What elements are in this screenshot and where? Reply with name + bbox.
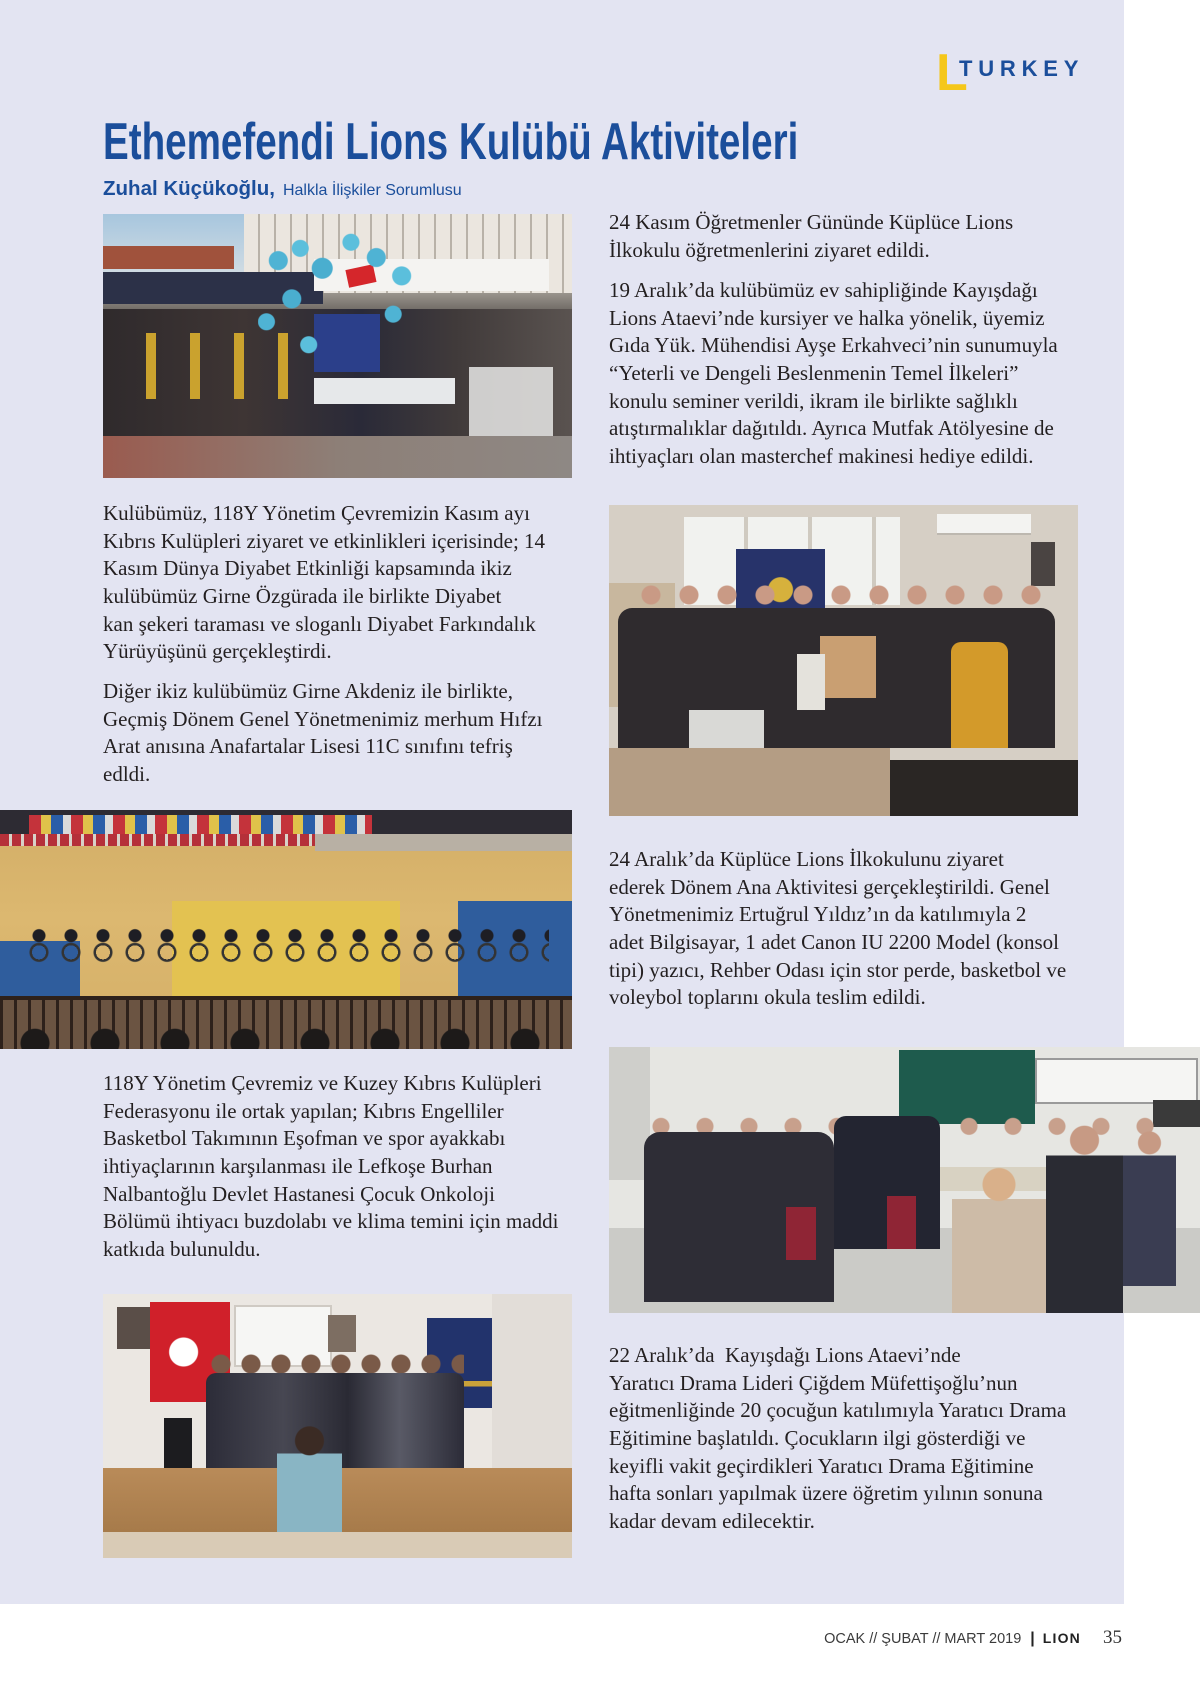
photo-street-event [103, 214, 572, 478]
text-line: kulübümüz Girne Özgürada ile birlikte Diyabet [103, 584, 502, 609]
text-line: 22 Aralık’da Kayışdağı Lions Ataevi’nde [609, 1343, 961, 1367]
photo-pavement [103, 436, 572, 478]
paragraph-classroom-furnishing [103, 678, 583, 789]
text-line: 19 Aralık’da kulübümüz ev sahipliğinde Kayışdağı [609, 278, 1038, 302]
photo-box [820, 636, 876, 698]
photo-classroom-visit [609, 1047, 1200, 1313]
photo-players [23, 925, 549, 963]
text-line: Bölümü ihtiyacı buzdolabı ve klima temini için maddi [103, 1209, 559, 1234]
text-line: Lions Ataevi’nde kursiyer ve halka yönelik, üyemiz [609, 305, 1045, 330]
text-line: katkıda bulunuldu. [103, 1237, 261, 1262]
text-line: tipi) yazıcı, Rehber Odası için stor perde, basketbol ve [609, 957, 1067, 982]
photo-chairs [469, 367, 553, 441]
photo-red-chair [786, 1207, 816, 1260]
text-line: kadar devam edilecektir. [609, 1509, 815, 1534]
text-line: keyifli vakit geçirdikleri Yaratıcı Drama Eğitimine [609, 1453, 1034, 1478]
paragraph-creative-drama [609, 1342, 1089, 1536]
article-title: Ethemefendi Lions Kulübü Aktiviteleri [103, 113, 799, 171]
issue-date: OCAK // ŞUBAT // MART 2019 [824, 1631, 1022, 1647]
page-footer [824, 1627, 1122, 1649]
photo-man-right [1046, 1121, 1123, 1313]
photo-right-wall [492, 1294, 572, 1468]
logo-text: TURKEY [959, 56, 1085, 81]
paragraph-teachers-day [609, 209, 1089, 264]
text-line: Arat anısına Anafartalar Lisesi 11C sınıfını tefriş [103, 734, 513, 759]
text-line: ihtiyaçlarının karşılanması ile Lefkoşe Burhan [103, 1154, 493, 1179]
text-line: 118Y Yönetim Çevremiz ve Kuzey Kıbrıs Kulüpleri [103, 1071, 542, 1095]
paragraph-basketball-support [103, 1070, 583, 1264]
photo-office-donation [609, 505, 1078, 816]
paragraph-school-donation [609, 846, 1089, 1012]
author-name: Zuhal Küçükoğlu, [103, 177, 275, 200]
text-line: 24 Kasım Öğretmenler Gününde Küplüce Lions [609, 210, 1014, 234]
byline [103, 177, 462, 203]
text-line: Nalbantoğlu Devlet Hastanesi Çocuk Onkoloji [103, 1181, 495, 1206]
text-line: Yönetmenimiz Ertuğrul Yıldız’ın da katılımıyla 2 [609, 902, 1027, 927]
text-line: Yürüyüşünü gerçekleştirdi. [103, 639, 332, 664]
paragraph-diabetes-walk [103, 500, 583, 666]
photo-portrait [117, 1307, 150, 1349]
photo-ac-unit [937, 514, 1031, 535]
photo-desk [609, 748, 890, 816]
photo-man-far-right [1123, 1127, 1176, 1287]
text-line: konulu seminer verildi, ikram ile birlikte sağlıklı [609, 388, 1018, 413]
text-line: Gıda Yük. Mühendisi Ayşe Erkahveci’nin sunumuyla [609, 333, 1058, 358]
text-line: adet Bilgisayar, 1 adet Canon IU 2200 Model (konsol [609, 930, 1059, 955]
photo-whiteboard [1035, 1058, 1199, 1105]
photo-side-wall [315, 834, 572, 851]
photo-red-chair [887, 1196, 917, 1249]
text-line: İlkokulu öğretmenlerini ziyaret edildi. [609, 237, 930, 262]
text-line: voleybol toplarını okula teslim edildi. [609, 985, 926, 1010]
author-role: Halkla İlişkiler Sorumlusu [282, 182, 462, 199]
text-line: Kasım Dünya Diyabet Etkinliği kapsamında ikiz [103, 556, 512, 581]
photo-stage-edge [103, 1532, 572, 1558]
text-line: Diğer ikiz kulübümüz Girne Akdeniz ile birlikte, [103, 679, 513, 703]
paragraph-nutrition-seminar [609, 277, 1089, 471]
photo-drama-children [103, 1294, 572, 1558]
logo-mark: L [936, 44, 968, 102]
text-line: eğitmenliğinde 20 çocuğun katılımıyla Yaratıcı Drama [609, 1398, 1067, 1423]
photo-woman-foreground [952, 1167, 1047, 1313]
text-line: edldi. [103, 762, 151, 787]
text-line: Federasyonu ile ortak yapılan; Kıbrıs Engelliler [103, 1098, 504, 1123]
text-line: “Yeterli ve Dengeli Beslenmenin Temel İlkeleri” [609, 361, 1019, 386]
text-line: Basketbol Takımının Eşofman ve spor ayakkabı [103, 1126, 506, 1151]
photo-seats [0, 834, 315, 846]
text-line: 24 Aralık’da Küplüce Lions İlkokulunu ziyaret [609, 847, 1004, 871]
photo-dark-desk [890, 760, 1078, 816]
magazine-name: LION [1042, 1630, 1081, 1646]
text-line: Kıbrıs Kulüpleri ziyaret ve etkinlikleri içerisinde; 14 [103, 528, 546, 553]
text-line: atıştırmalıklar dağıtıldı. Ayrıca Mutfak Atölyesine de [609, 416, 1054, 441]
photo-wheelchair-basketball [0, 810, 572, 1049]
photo-roof [103, 246, 234, 270]
photo-spectators [0, 1020, 572, 1049]
footer-separator: | [1030, 1630, 1035, 1647]
photo-white-box [797, 654, 825, 710]
text-line: ihtiyaçları olan masterchef makinesi hediye edildi. [609, 444, 1034, 469]
text-line: Eğitimine başlatıldı. Çocukların ilgi gösterdiği ve [609, 1426, 1026, 1451]
photo-yellow-vest [951, 642, 1007, 748]
photo-table [314, 378, 455, 404]
text-line: Kulübümüz, 118Y Yönetim Çevremizin Kasım ayı [103, 501, 530, 525]
text-line: Geçmiş Dönem Genel Yönetmenimiz merhum Hıfzı [103, 706, 543, 731]
text-line: kan şekeri taraması ve sloganlı Diyabet Farkındalık [103, 611, 536, 636]
page-number: 35 [1103, 1627, 1122, 1648]
photo-balloons [258, 230, 427, 383]
photo-teacher [277, 1426, 343, 1532]
text-line: ederek Dönem Ana Aktivitesi gerçekleştirildi. Genel [609, 874, 1050, 899]
text-line: Yaratıcı Drama Lideri Çiğdem Müfettişoğlu’nun [609, 1370, 1018, 1395]
photo-flags [29, 815, 372, 834]
text-line: hafta sonları yapılmak üzere öğretim yılının sonuna [609, 1481, 1043, 1506]
